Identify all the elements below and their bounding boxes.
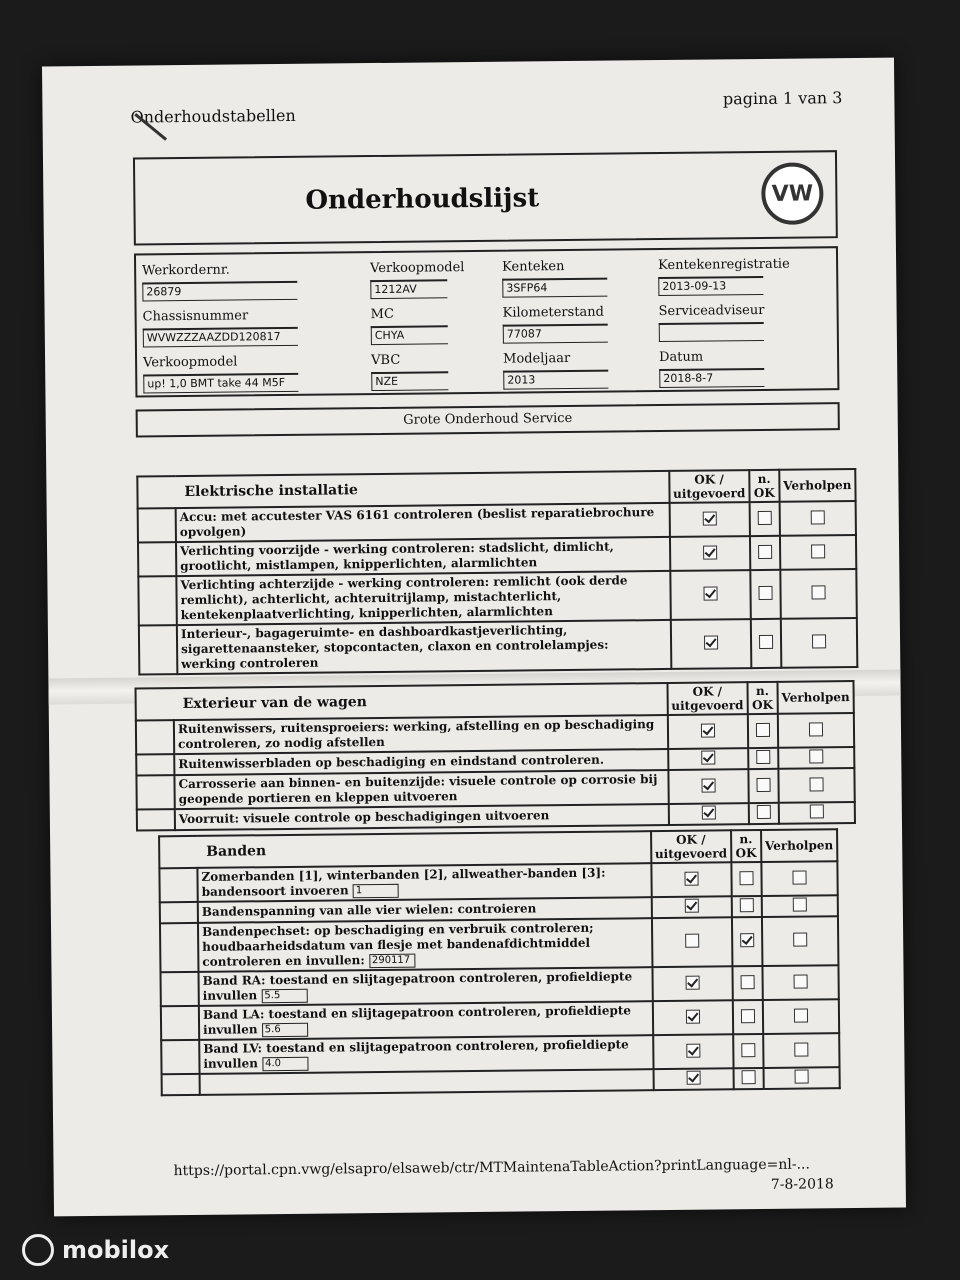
info-field bbox=[371, 352, 448, 391]
info-label: Chassisnummer bbox=[142, 308, 249, 325]
ok-checkbox[interactable] bbox=[686, 1009, 700, 1023]
info-field bbox=[503, 351, 608, 390]
info-label: VBC bbox=[371, 352, 401, 369]
info-value: 2013 bbox=[503, 370, 608, 390]
ok-cell bbox=[651, 896, 731, 918]
info-field bbox=[142, 262, 297, 302]
header-right: pagina 1 van 3 bbox=[722, 88, 843, 109]
title-box bbox=[133, 150, 838, 245]
fixed-checkbox[interactable] bbox=[794, 1008, 808, 1022]
nok-cell bbox=[731, 862, 761, 896]
info-field bbox=[370, 260, 465, 299]
fix-cell bbox=[762, 895, 838, 917]
ok-checkbox[interactable] bbox=[701, 723, 715, 737]
fix-cell bbox=[780, 535, 857, 570]
ok-cell bbox=[670, 619, 751, 669]
col-ok: OK / uitgevoerd bbox=[669, 470, 750, 503]
info-field bbox=[143, 308, 298, 348]
value-input[interactable]: 1 bbox=[353, 883, 399, 897]
nok-cell bbox=[732, 966, 762, 1000]
row-spacer bbox=[138, 576, 177, 625]
row-text-cell bbox=[200, 1069, 654, 1095]
fix-cell bbox=[780, 569, 857, 619]
section-title: Banden bbox=[159, 831, 651, 868]
row-spacer bbox=[159, 868, 197, 902]
nok-checkbox[interactable] bbox=[759, 635, 773, 649]
info-field bbox=[371, 306, 448, 345]
ok-checkbox[interactable] bbox=[684, 871, 698, 885]
nok-checkbox[interactable] bbox=[740, 933, 754, 947]
ok-checkbox[interactable] bbox=[702, 511, 716, 525]
col-nok: n. OK bbox=[747, 682, 777, 714]
col-ok: OK / uitgevoerd bbox=[651, 830, 732, 863]
row-text-cell bbox=[177, 620, 671, 674]
info-value: 77087 bbox=[503, 324, 608, 344]
fix-cell bbox=[779, 501, 856, 536]
header-left: Onderhoudstabellen bbox=[130, 105, 296, 127]
row-text: Carrosserie aan binnen- en buitenzijde: visuele controle op corrosie bij geopende portieren en kleppen uitvoeren bbox=[178, 772, 658, 807]
ok-cell bbox=[669, 502, 750, 537]
row-text: Ruitenwissers, ruitensproeiers: werking, afstelling en op beschadiging controleren, zo nodig afstellen bbox=[177, 717, 655, 752]
footer-url: https://portal.cpn.vwg/elsapro/elsaweb/ctr/MTMaintenaTableAction?printLanguage=nl-... bbox=[173, 1156, 811, 1180]
col-nok: n. OK bbox=[749, 470, 779, 502]
row-text-cell bbox=[174, 715, 668, 754]
ok-checkbox[interactable] bbox=[701, 750, 715, 764]
nok-checkbox[interactable] bbox=[756, 750, 770, 764]
table-row bbox=[160, 916, 838, 972]
row-text-cell bbox=[199, 1001, 653, 1040]
fixed-checkbox[interactable] bbox=[812, 634, 826, 648]
ok-checkbox[interactable] bbox=[685, 975, 699, 989]
info-value: NZE bbox=[371, 371, 448, 391]
row-spacer bbox=[136, 775, 174, 809]
row-text-cell bbox=[198, 967, 652, 1006]
fix-cell bbox=[779, 802, 855, 824]
ok-cell bbox=[668, 748, 748, 770]
row-text-cell bbox=[176, 571, 670, 625]
nok-checkbox[interactable] bbox=[741, 1009, 755, 1023]
fixed-checkbox[interactable] bbox=[794, 1042, 808, 1056]
fixed-checkbox[interactable] bbox=[811, 510, 825, 524]
nok-checkbox[interactable] bbox=[739, 871, 753, 885]
ok-cell bbox=[652, 1000, 733, 1035]
fixed-checkbox[interactable] bbox=[810, 804, 824, 818]
ok-checkbox[interactable] bbox=[704, 635, 718, 649]
info-value: CHYA bbox=[371, 325, 448, 345]
row-text: Band RA: toestand en slijtagepatroon controleren, profieldiepte invullen bbox=[202, 969, 633, 1003]
nok-checkbox[interactable] bbox=[758, 586, 772, 600]
row-text-cell bbox=[198, 918, 652, 972]
info-field bbox=[503, 305, 608, 344]
fix-cell bbox=[778, 713, 855, 748]
nok-cell bbox=[733, 1000, 763, 1034]
ok-cell bbox=[652, 917, 733, 967]
nok-cell bbox=[733, 1034, 763, 1068]
nok-cell bbox=[748, 714, 778, 748]
ok-checkbox[interactable] bbox=[703, 545, 717, 559]
table-row bbox=[139, 618, 857, 675]
info-field bbox=[659, 349, 764, 388]
row-text-cell bbox=[197, 863, 651, 902]
info-label: Serviceadviseur bbox=[658, 302, 765, 320]
ok-cell bbox=[668, 769, 749, 804]
nok-checkbox[interactable] bbox=[757, 805, 771, 819]
info-field bbox=[502, 259, 607, 298]
fix-cell bbox=[762, 965, 839, 1000]
row-spacer bbox=[160, 972, 198, 1006]
row-text: Voorruit: visuele controle op beschadigingen uitvoeren bbox=[178, 808, 550, 827]
service-type: Grote Onderhoud Service bbox=[136, 402, 840, 437]
info-label: Werkordernr. bbox=[142, 262, 230, 279]
section-title: Elektrische installatie bbox=[137, 471, 669, 509]
watermark bbox=[22, 1234, 169, 1266]
row-text: Interieur-, bagageruimte- en dashboardkastjeverlichting, sigarettenaansteker, stopcontacten, claxon en controlelampjes: werking controleren bbox=[180, 623, 609, 672]
fix-cell bbox=[778, 768, 855, 803]
row-text-cell bbox=[176, 503, 670, 542]
info-label: MC bbox=[370, 306, 394, 323]
fixed-checkbox[interactable] bbox=[809, 749, 823, 763]
row-spacer bbox=[136, 720, 174, 754]
nok-cell bbox=[732, 917, 763, 966]
ok-cell bbox=[653, 1068, 733, 1090]
row-text: Verlichting achterzijde - werking controleren: remlicht (ook derde remlicht), achterlicht, achteruitrijlamp, mistachterlicht, kentekenplaatverlichting, knipperlichten, alarmlichten bbox=[180, 573, 628, 623]
nok-cell bbox=[750, 570, 781, 619]
info-value: 26879 bbox=[142, 281, 297, 302]
fix-cell bbox=[763, 1033, 840, 1068]
info-value: up! 1,0 BMT take 44 M5F bbox=[143, 373, 298, 394]
row-text-cell bbox=[174, 770, 668, 809]
row-spacer bbox=[160, 923, 199, 972]
row-text: Accu: met accutester VAS 6161 controleren (beslist reparatiebrochure opvolgen) bbox=[179, 505, 655, 540]
fix-cell bbox=[781, 618, 858, 668]
fixed-checkbox[interactable] bbox=[809, 777, 823, 791]
nok-checkbox[interactable] bbox=[740, 898, 754, 912]
nok-cell bbox=[749, 803, 779, 824]
ok-checkbox[interactable] bbox=[701, 805, 715, 819]
nok-checkbox[interactable] bbox=[741, 1043, 755, 1057]
ok-cell bbox=[670, 536, 751, 571]
nok-checkbox[interactable] bbox=[756, 777, 770, 791]
value-input[interactable]: 5.6 bbox=[262, 1022, 308, 1036]
fix-cell bbox=[763, 999, 840, 1034]
row-text: Ruitenwisserbladen op beschadiging en eindstand controleren. bbox=[178, 752, 605, 772]
row-text: Bandenspanning van alle vier wielen: controieren bbox=[201, 901, 537, 919]
vw-logo-icon: VW bbox=[761, 162, 824, 225]
fixed-checkbox[interactable] bbox=[793, 933, 807, 947]
nok-cell bbox=[733, 1068, 763, 1089]
row-text: Zomerbanden [1], winterbanden [2], allweather-banden [3]: bandensoort invoeren bbox=[201, 865, 606, 899]
value-input[interactable]: 5.5 bbox=[261, 988, 307, 1002]
row-text-cell bbox=[199, 1035, 653, 1074]
ok-cell bbox=[652, 966, 733, 1001]
row-spacer bbox=[137, 809, 175, 830]
nok-cell bbox=[750, 536, 780, 570]
ok-cell bbox=[670, 570, 751, 620]
nok-cell bbox=[748, 769, 778, 803]
fixed-checkbox[interactable] bbox=[794, 1070, 808, 1084]
ok-cell bbox=[653, 1034, 734, 1069]
row-spacer bbox=[138, 508, 176, 542]
ok-checkbox[interactable] bbox=[685, 934, 699, 948]
fix-cell bbox=[761, 861, 838, 896]
watermark-text: mobilox bbox=[62, 1236, 170, 1264]
fixed-checkbox[interactable] bbox=[793, 974, 807, 988]
row-spacer bbox=[161, 1006, 199, 1040]
page-title: Onderhoudslijst bbox=[305, 183, 540, 216]
vehicle-info-box bbox=[134, 246, 839, 397]
col-fix: Verholpen bbox=[761, 829, 838, 862]
row-spacer bbox=[136, 754, 174, 775]
nok-cell bbox=[732, 896, 762, 917]
fixed-checkbox[interactable] bbox=[811, 544, 825, 558]
info-label: Kilometerstand bbox=[502, 304, 605, 321]
ok-cell bbox=[651, 862, 732, 897]
info-value: 1212AV bbox=[370, 279, 447, 299]
info-field bbox=[143, 354, 298, 394]
info-label: Verkoopmodel bbox=[143, 354, 238, 371]
col-ok: OK / uitgevoerd bbox=[667, 682, 748, 715]
fixed-checkbox[interactable] bbox=[811, 585, 825, 599]
ok-checkbox[interactable] bbox=[701, 778, 715, 792]
info-value bbox=[659, 322, 764, 342]
ok-checkbox[interactable] bbox=[686, 1071, 700, 1085]
info-value: 2018-8-7 bbox=[659, 368, 764, 388]
ok-cell bbox=[667, 714, 748, 749]
info-value: 2013-09-13 bbox=[658, 276, 763, 296]
section-title: Exterieur van de wagen bbox=[136, 683, 668, 721]
row-spacer bbox=[139, 625, 178, 674]
row-text: Band LV: toestand en slijtagepatroon controleren, profieldiepte invullen bbox=[203, 1037, 629, 1071]
checklist-table bbox=[158, 828, 841, 1096]
info-label: Datum bbox=[659, 349, 704, 366]
checklist-table bbox=[136, 468, 858, 676]
row-text: Verlichting voorzijde - werking controleren: stadslicht, dimlicht, grootlicht, mistlampen, knipperlichten, alarmlichten bbox=[180, 539, 614, 574]
footer-date: 7-8-2018 bbox=[770, 1176, 834, 1193]
nok-checkbox[interactable] bbox=[757, 510, 771, 524]
info-label: Kentekenregistratie bbox=[658, 256, 790, 274]
checklist-table bbox=[135, 680, 856, 832]
nok-cell bbox=[748, 748, 778, 769]
ok-cell bbox=[668, 803, 748, 825]
fixed-checkbox[interactable] bbox=[792, 870, 806, 884]
row-spacer bbox=[160, 902, 198, 923]
nok-checkbox[interactable] bbox=[740, 975, 754, 989]
nok-cell bbox=[751, 619, 782, 668]
ok-checkbox[interactable] bbox=[686, 1043, 700, 1057]
value-input[interactable]: 4.0 bbox=[262, 1056, 308, 1070]
fix-cell bbox=[762, 916, 839, 966]
info-value: 3SFP64 bbox=[502, 278, 607, 298]
col-fix: Verholpen bbox=[777, 681, 854, 714]
ok-checkbox[interactable] bbox=[703, 586, 717, 600]
row-text: Band LA: toestand en slijtagepatroon controleren, profieldiepte invullen bbox=[202, 1003, 632, 1037]
nok-checkbox[interactable] bbox=[758, 544, 772, 558]
fix-cell bbox=[778, 747, 854, 769]
ok-checkbox[interactable] bbox=[684, 899, 698, 913]
info-field bbox=[659, 303, 765, 342]
nok-cell bbox=[749, 502, 779, 536]
row-spacer bbox=[138, 542, 176, 576]
row-text-cell bbox=[176, 537, 670, 576]
nok-checkbox[interactable] bbox=[756, 722, 770, 736]
info-field bbox=[658, 257, 790, 296]
info-label: Kenteken bbox=[502, 259, 565, 275]
col-fix: Verholpen bbox=[779, 469, 856, 502]
info-label: Verkoopmodel bbox=[370, 260, 465, 277]
value-input[interactable]: 290117 bbox=[369, 953, 415, 967]
watermark-logo-icon bbox=[22, 1234, 54, 1266]
info-label: Modeljaar bbox=[503, 350, 571, 367]
info-value: WVWZZZAAZDD120817 bbox=[143, 327, 298, 348]
row-text-cell bbox=[175, 804, 669, 830]
row-spacer bbox=[161, 1040, 199, 1074]
document-sheet bbox=[42, 58, 906, 1217]
nok-checkbox[interactable] bbox=[741, 1070, 755, 1084]
row-spacer bbox=[162, 1074, 200, 1095]
fix-cell bbox=[763, 1067, 839, 1089]
fixed-checkbox[interactable] bbox=[809, 722, 823, 736]
fixed-checkbox[interactable] bbox=[793, 898, 807, 912]
col-nok: n. OK bbox=[731, 830, 761, 862]
table-row bbox=[138, 569, 856, 626]
row-text: Bandenpechset: op beschadiging en verbruik controleren; houdbaarheidsdatum van flesje met bandenafdichtmiddel controleren en invullen: bbox=[201, 920, 594, 969]
